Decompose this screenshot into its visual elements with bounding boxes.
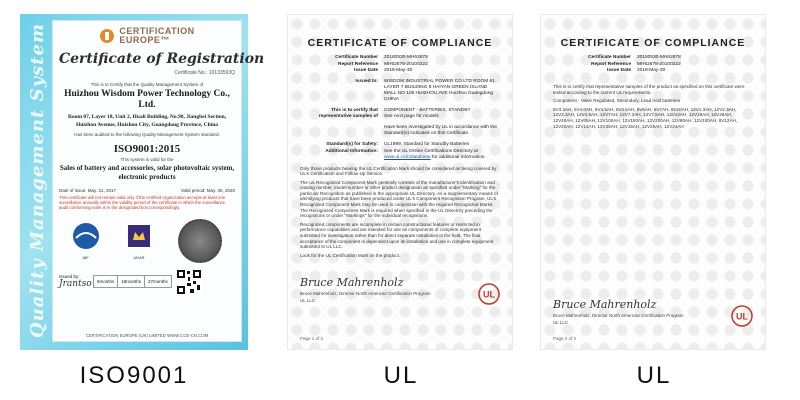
iso-paper bbox=[52, 20, 265, 342]
ul-paragraph-1: Only those products bearing the UL Certification Mark should be considered as being covered by UL's Certification and Follow-Up Service. bbox=[300, 165, 497, 177]
brand-line-1: CERTIFICATION bbox=[119, 26, 195, 36]
ul-certify bbox=[300, 108, 500, 120]
surveillance-month-1: 9months bbox=[94, 276, 118, 287]
ukas-caption: UKAS bbox=[133, 254, 145, 260]
ul-body-text bbox=[553, 84, 753, 129]
surveillance-month-2: 18months bbox=[118, 276, 145, 287]
ul-row-value: 2018-May-30 bbox=[384, 68, 413, 73]
ul-paragraph-2: The UL Recognized Component Mark generally consists of the manufacturer's identification and catalog number, model number or other product designation as specified under "Marking" for the particular Recognition as published in the appropriate UL Directory. As a supplementary means of identifying products that have been produced under UL's Component Recognition Program, UL's Recognized Component Mark may be used in conjunction with the required Recognized Marks. The Recognized Component Mark is required when specified in the UL Directory preceding the recognitions or under "Markings" for the individual recognitions. bbox=[300, 179, 498, 219]
caption-iso: ISO9001 bbox=[79, 362, 189, 389]
ul-additional-label: Additional Information: bbox=[325, 148, 378, 154]
ul-row-label: Report Reference bbox=[338, 61, 378, 67]
surveillance-month-3: 27months bbox=[148, 279, 168, 285]
ul-models-list: 6V3.3AH, 6V4.0AH, 6V4.5AH, 6V4.5AH, 6V5AH, 6V7AH, 6V10AH, 12V1.3AH, 12V2.3AH, 12V3.3AH, 12V4.5AH, 12V7AH, 12V7.2AH, 12V7.5AH, 12V12AH, 12V18AH, 12V26AH, 12V40AH, 12V65AH, 12V100AH, 12V150AH, 12V200AH, 12V80AH, 12V100AH, 8V12AH, 12V20AH, 12V14AH, 12V35AH, 12V15AH, 12V25AH, 12V24AH bbox=[553, 106, 738, 129]
ul-page-number: Page 2 of 2 bbox=[553, 336, 577, 341]
ul-signature-block bbox=[553, 298, 753, 327]
surveillance-months bbox=[93, 275, 172, 288]
ul-row-value: MH62878-20100222 bbox=[637, 61, 681, 67]
iaf-caption: IAF bbox=[82, 254, 89, 260]
ul-row-label: Issue Date bbox=[607, 68, 631, 73]
iso-cert-no-label: Certificate No.: bbox=[174, 70, 208, 76]
ul-certificate-page-1 bbox=[287, 14, 513, 350]
ul-row-issue-date bbox=[553, 68, 753, 74]
iso-company-name: Huizhou Wisdom Power Technology Co., Ltd. bbox=[64, 89, 230, 110]
iso-intro: This is to Certify that the Quality Management System of bbox=[90, 82, 204, 87]
iso-title: Certificate of Registration bbox=[59, 51, 265, 67]
ul-signer-title: Bruce Mahrenholz, Director North American Certification Program bbox=[300, 291, 431, 297]
ukas-logo bbox=[125, 222, 153, 260]
ul-row-report-reference bbox=[300, 62, 500, 68]
ul-additional-tail: for additional information bbox=[432, 154, 485, 160]
svg-text:UL: UL bbox=[736, 311, 748, 322]
ul-row-value: 2018-May-30 bbox=[637, 68, 666, 73]
ul-row-label: Report Reference bbox=[591, 61, 631, 67]
ul-signer-title: Bruce Mahrenholz, Director North American Certification Program bbox=[553, 313, 684, 318]
certification-seal-icon bbox=[178, 219, 222, 263]
qr-code-icon bbox=[176, 269, 202, 295]
ul-row-certificate-number bbox=[300, 55, 500, 61]
iso-surveillance-row bbox=[59, 269, 235, 295]
ul-certify-value-2: See next page for models bbox=[384, 114, 439, 119]
ul-additional-value: See the UL Online Certifications Directory at bbox=[384, 148, 478, 154]
ul-investigated bbox=[300, 125, 500, 137]
ul-standard-value: UL1989, Standard for Standby Batteries bbox=[384, 142, 470, 147]
ul-issued-to-value: WISDOM INDUSTRIAL POWER CO LTD ROOM 61 LAYER 7 BUILDING 8 HAIYAN GREEN ISLAND MALL NO 108 HUIZHOU AVE Huizhou Guangdong CHINA bbox=[384, 79, 495, 102]
ul-issued-to-label: Issued to: bbox=[355, 79, 378, 84]
ul-row-issue-date bbox=[300, 68, 500, 74]
iso-issued-by bbox=[59, 274, 92, 290]
caption-ul-right: UL bbox=[636, 362, 672, 389]
iso-sidebar bbox=[24, 20, 50, 342]
ul-row-label: Certificate Number bbox=[588, 55, 631, 60]
ul-row-label: Issue Date bbox=[354, 68, 378, 73]
iso-issue-date: Date of issue: May. 31, 2017 bbox=[59, 188, 116, 193]
iso-validity-note: This certificate will not remain valid only if the certified organization accepts at least one surveillance annually within the validity period of the certificate in which the surveillance audit conforming mark is in the designated box correspondingly. bbox=[59, 195, 226, 211]
ul-row-value: 20180530-MH62878 bbox=[637, 55, 681, 60]
ul-paragraph-4: Look for the UL Certification Mark on the product. bbox=[300, 252, 401, 258]
ul-models-intro: Component - Valve Regulated, Secondary, Lead Acid batteries bbox=[553, 98, 680, 104]
iso-certificate-number bbox=[59, 70, 235, 76]
ul-additional-info bbox=[300, 149, 500, 161]
ul-page-number: Page 1 of 2 bbox=[300, 336, 324, 341]
caption-ul-left: UL bbox=[383, 362, 419, 389]
iso-cert-no-value: 10133593Q bbox=[208, 70, 235, 76]
ul-body-text bbox=[300, 166, 500, 259]
ul-certify-value: COMPONENT - BATTERIES, STANDBY bbox=[384, 108, 471, 113]
ul-certificate-page-2 bbox=[540, 14, 766, 350]
iso-company-address: Room 07, Layer 18, Unit 2, Huali Building, No.90, Jiangbei Section, Huizhou Avenue, Huizhou City, Guangdong Province, China bbox=[67, 114, 227, 128]
certification-europe-brand bbox=[59, 27, 235, 45]
ul-paragraph-3: Recognized components are incomplete in certain constructional features or restricted in performance capabilities and are intended for use as components of complete equipment submitted for investigation rather than for direct separate installation in the field. The final acceptance of the component is dependent upon its installation and use in complete equipment submitted to UL LLC. bbox=[300, 221, 494, 250]
iso-audited-text: Has been audited to the following Quality Management System standard: bbox=[74, 132, 220, 137]
ul-signature-block bbox=[300, 276, 500, 305]
iso-scope: Sales of battery and accessories, solar photovoltaic system, electronic products bbox=[59, 164, 235, 181]
iso-footer: CERTIFICATION EUROPE (UK) LIMITED WWW.CCE-CN.COM bbox=[85, 333, 209, 338]
ul-standard bbox=[300, 142, 500, 148]
iaf-logo-icon bbox=[72, 222, 100, 250]
ul-database-link[interactable]: www.ul.com/database bbox=[384, 154, 431, 160]
ul-signer-org: UL LLC bbox=[300, 298, 316, 304]
iso-certificate bbox=[20, 14, 265, 350]
svg-text:UL: UL bbox=[483, 289, 495, 300]
ul-title: CERTIFICATE OF COMPLIANCE bbox=[560, 37, 746, 49]
iso-signature: Jrantso bbox=[59, 279, 92, 290]
ul-mark-icon bbox=[478, 283, 500, 305]
certification-europe-logo-icon bbox=[99, 28, 115, 44]
ul-row-value: MH62878-20100222 bbox=[384, 61, 428, 67]
ul-intro: This is to certify that representative samples of the product as specified on this certificate were tested according to the current UL requirements. bbox=[553, 84, 745, 95]
iso-sidebar-text: Quality Management System bbox=[26, 23, 48, 339]
ul-certify-label: This is to certify that representative samples of bbox=[318, 108, 378, 119]
iso-valid-for: This system is valid for the bbox=[120, 157, 174, 162]
iso-issued-by-label: Issued by: bbox=[59, 274, 80, 280]
ul-title: CERTIFICATE OF COMPLIANCE bbox=[307, 37, 493, 49]
iso-dates bbox=[59, 188, 235, 193]
ul-signature: Bruce Mahrenholz bbox=[553, 298, 657, 311]
ukas-crown-icon bbox=[125, 222, 153, 250]
ul-standard-label: Standard(s) for Safety: bbox=[326, 142, 378, 147]
accreditation-logos bbox=[59, 219, 235, 263]
iso-standard: ISO9001:2015 bbox=[113, 143, 181, 155]
ul-mark-icon bbox=[731, 305, 753, 327]
ul-signer-org: UL LLC bbox=[553, 320, 569, 325]
ul-row-report-reference bbox=[553, 62, 753, 68]
ul-investigated-text: Have been investigated by UL in accordance with the Standard(s) indicated on this Certificate. bbox=[384, 125, 497, 136]
iso-valid-period: Valid period: May. 30, 2020 bbox=[180, 188, 235, 193]
ul-row-value: 20180530-MH62878 bbox=[384, 55, 428, 60]
ul-row-certificate-number bbox=[553, 55, 753, 61]
ul-signature: Bruce Mahrenholz bbox=[300, 276, 404, 290]
ul-row-label: Certificate Number bbox=[335, 55, 378, 60]
iaf-logo bbox=[72, 222, 100, 260]
brand-line-2: EUROPE™ bbox=[119, 35, 170, 45]
ul-issued-to bbox=[300, 79, 500, 103]
